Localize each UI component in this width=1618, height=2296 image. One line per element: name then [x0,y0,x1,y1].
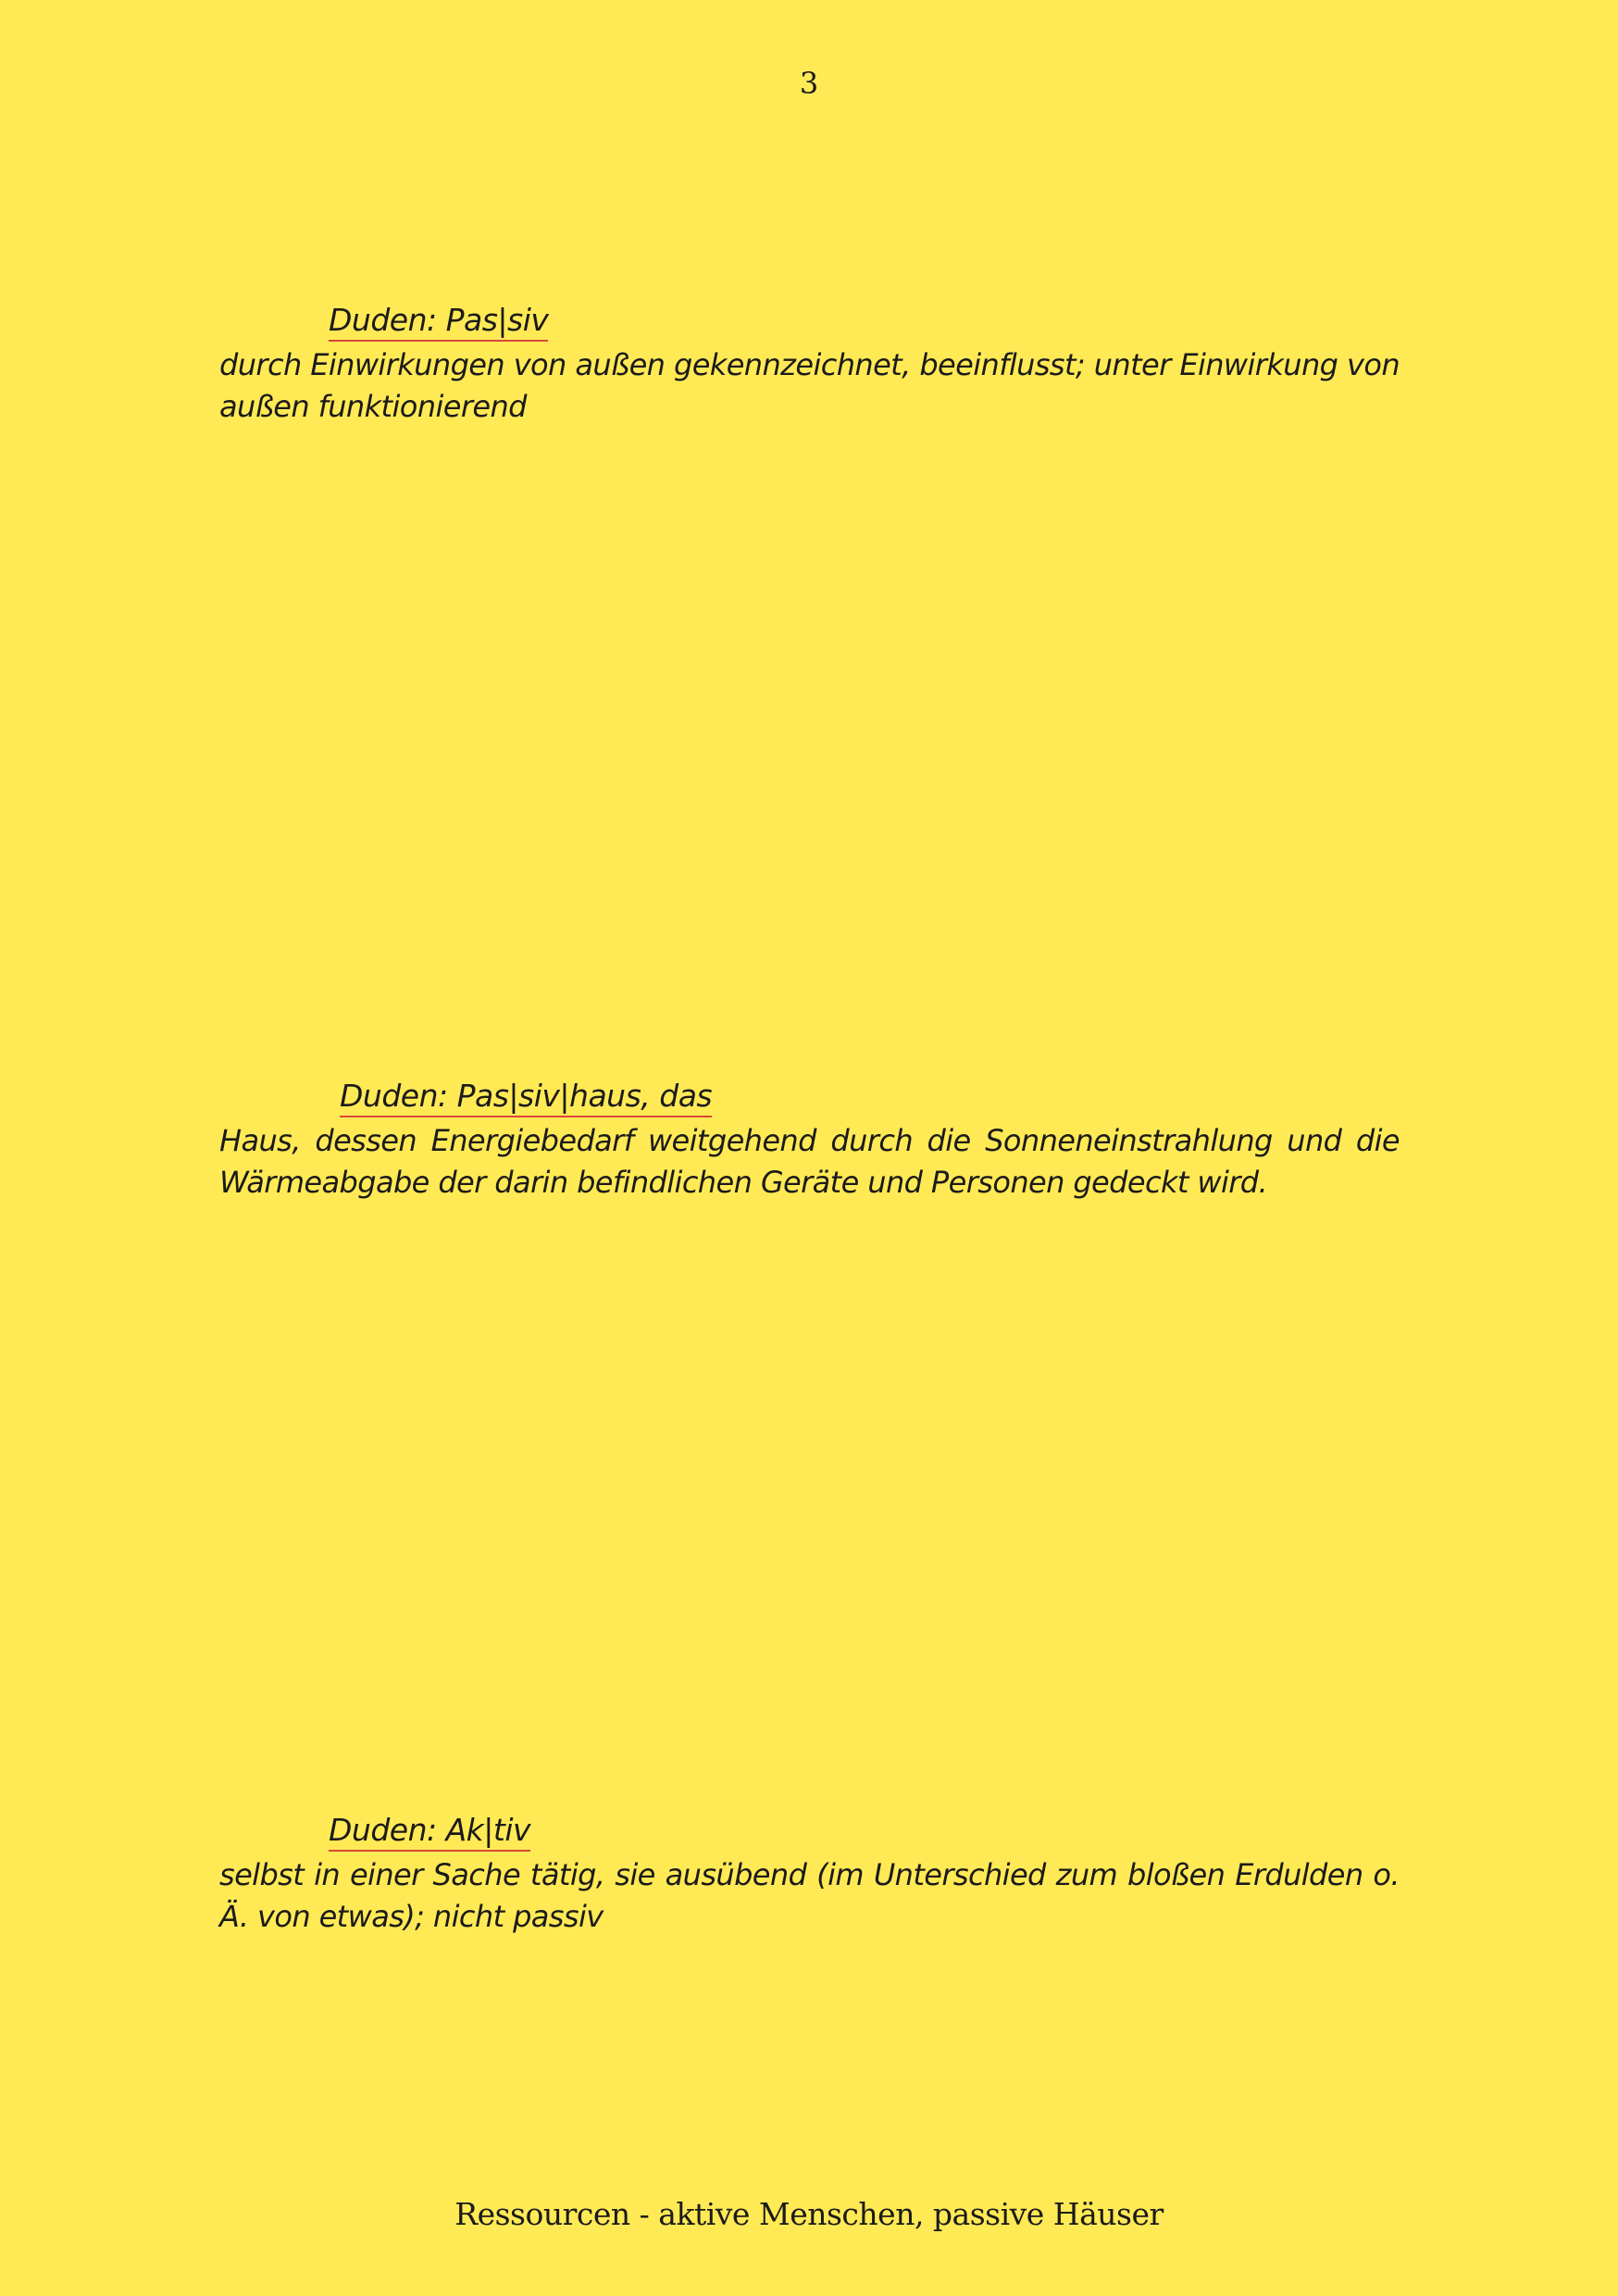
entry-definition: Haus, dessen Energiebedarf weitgehend durch die Sonneneinstrahlung und die Wärmeabgabe der darin befindlichen Geräte und Personen gedeckt wird. [219,1123,1400,1200]
page-footer: Ressourcen - aktive Menschen, passive Häuser [454,2196,1164,2232]
dictionary-entry-passivhaus [219,1078,1400,1204]
dictionary-entry-passiv [219,302,1400,428]
entry-definition: durch Einwirkungen von außen gekennzeichnet, beeinflusst; unter Einwirkung von außen funktionierend [219,347,1400,424]
entry-title: Duden: Pas|siv|haus, das [340,1078,712,1117]
dictionary-entry-aktiv [219,1812,1400,1938]
entry-title: Duden: Ak|tiv [329,1812,530,1852]
entry-title: Duden: Pas|siv [329,302,548,342]
page-number: 3 [799,66,819,101]
entry-definition: selbst in einer Sache tätig, sie ausübend (im Unterschied zum bloßen Erdulden o. Ä. von etwas); nicht passiv [219,1857,1400,1934]
